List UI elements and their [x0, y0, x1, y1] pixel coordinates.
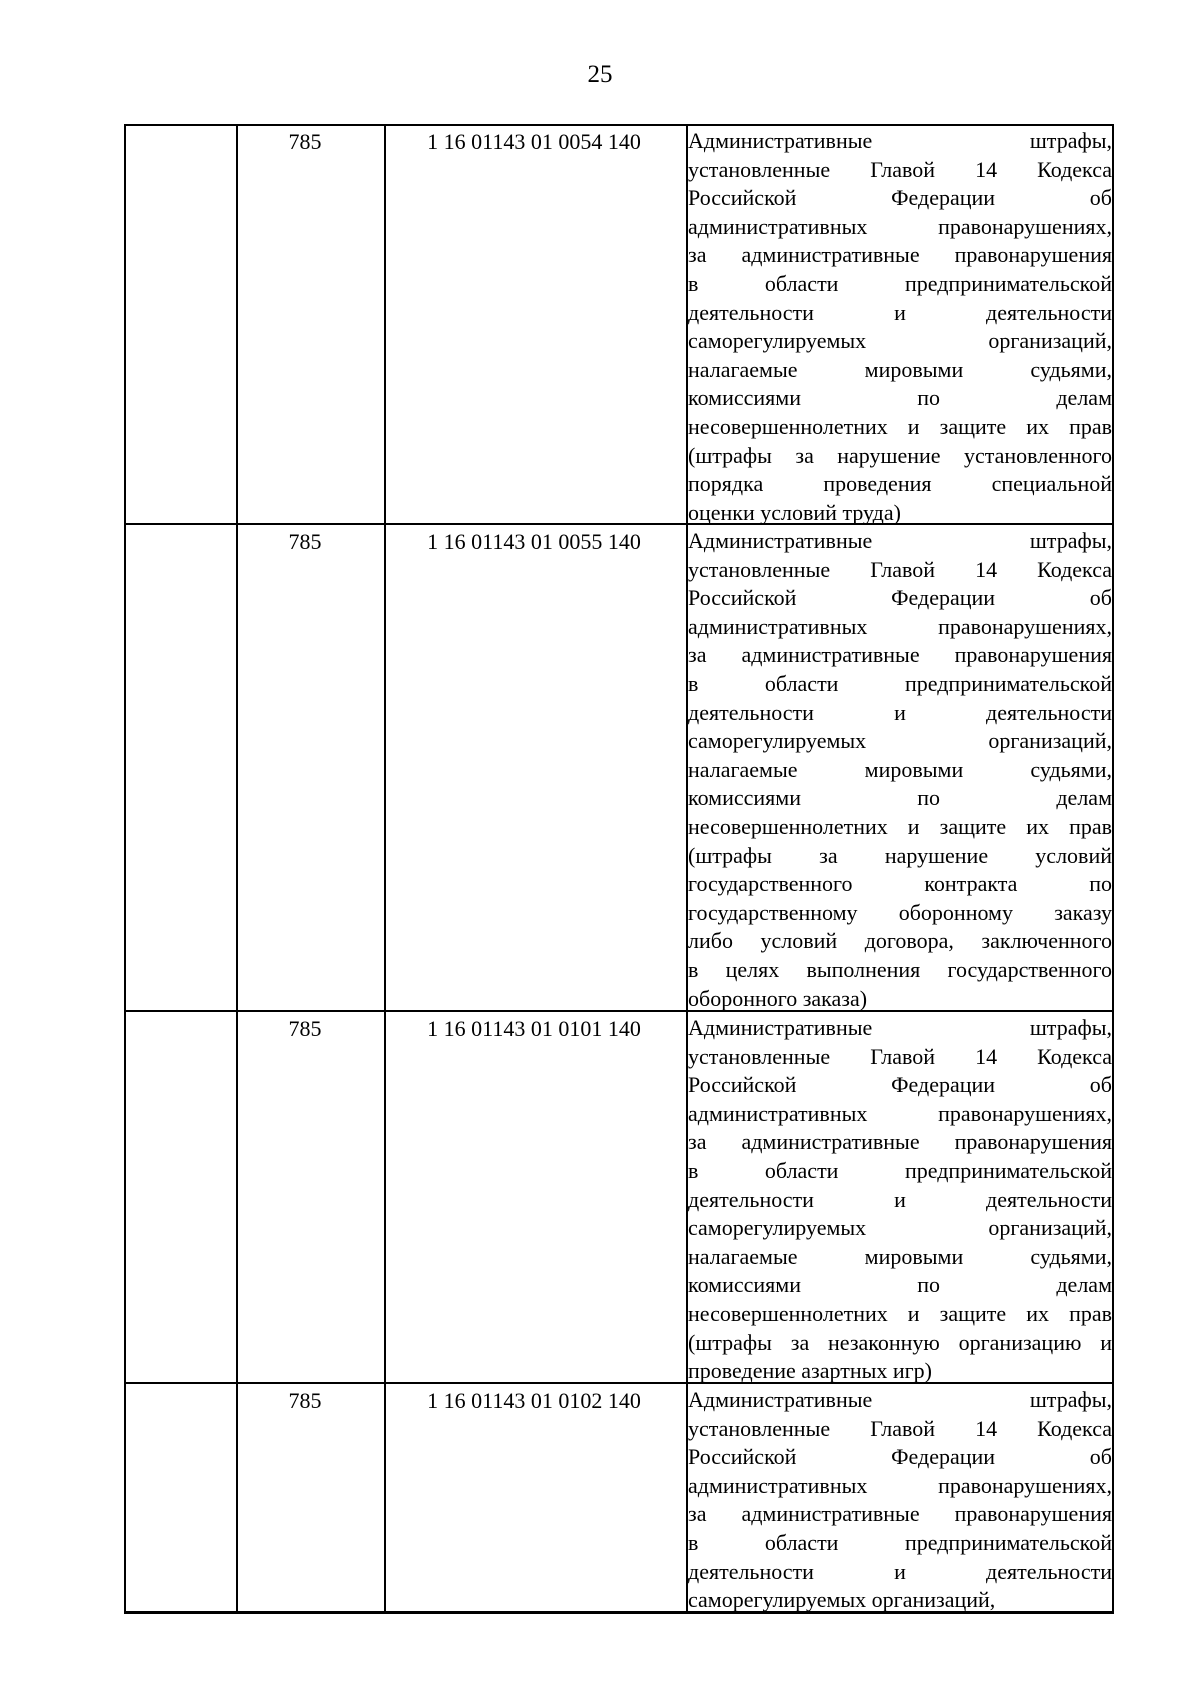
description-line: Российской Федерации об [688, 585, 1112, 611]
description-line: деятельности и деятельности [688, 699, 1112, 725]
description-line: Административные штрафы, [688, 1387, 1112, 1412]
description-line: в целях выполнения государственного [688, 956, 1112, 982]
description-line: саморегулируемых организаций, [688, 1587, 996, 1613]
description-line: налагаемые мировыми судьями, [688, 356, 1112, 382]
description-line: установленные Главой 14 Кодекса [688, 1415, 1112, 1441]
description-line: установленные Главой 14 Кодекса [688, 1043, 1112, 1069]
description-line: Российской Федерации об [688, 1444, 1112, 1470]
description-line: Административные штрафы, [688, 528, 1112, 553]
budget-codes-table [124, 124, 1114, 1614]
table-cell-code: 785 [288, 529, 322, 554]
description-line: за административные правонарушения [688, 242, 1112, 268]
table-cell-kbk: 1 16 01143 01 0101 140 [427, 1016, 641, 1041]
description-line: порядка проведения специальной [688, 471, 1112, 497]
description-line: саморегулируемых организаций, [688, 1215, 1112, 1241]
table-cell-code: 785 [288, 1016, 322, 1041]
description-line: Российской Федерации об [688, 185, 1112, 211]
table-cell-kbk: 1 16 01143 01 0102 140 [427, 1388, 641, 1413]
description-line: комиссиями по делам [688, 785, 1112, 811]
description-line: в области предпринимательской [688, 1529, 1112, 1555]
description-line: административных правонарушениях, [688, 213, 1112, 239]
description-line: несовершеннолетних и защите их прав [688, 813, 1112, 839]
table-cell-code: 785 [288, 129, 322, 154]
description-line: за административные правонарушения [688, 1501, 1112, 1527]
description-line: (штрафы за незаконную организацию и [688, 1329, 1112, 1355]
description-line: (штрафы за нарушение установленного [688, 442, 1112, 468]
description-line: саморегулируемых организаций, [688, 328, 1112, 354]
description-line: деятельности и деятельности [688, 1186, 1112, 1212]
description-line: государственному оборонному заказу [688, 899, 1112, 925]
table-cell-description [688, 1386, 1112, 1615]
table-cell-code: 785 [288, 1388, 322, 1413]
description-line: (штрафы за нарушение условий [688, 842, 1112, 868]
description-line: установленные Главой 14 Кодекса [688, 156, 1112, 182]
description-line: в области предпринимательской [688, 270, 1112, 296]
description-line: Российской Федерации об [688, 1072, 1112, 1098]
table-cell-description [688, 527, 1112, 1013]
page-number: 25 [587, 61, 613, 88]
description-line: комиссиями по делам [688, 385, 1112, 411]
description-line: оборонного заказа) [688, 985, 868, 1011]
description-line: несовершеннолетних и защите их прав [688, 1300, 1112, 1326]
description-line: либо условий договора, заключенного [688, 928, 1112, 954]
description-line: несовершеннолетних и защите их прав [688, 413, 1112, 439]
description-line: налагаемые мировыми судьями, [688, 1243, 1112, 1269]
description-line: оценки условий труда) [688, 499, 901, 525]
table-cell-description [688, 1014, 1112, 1386]
description-line: государственного контракта по [688, 871, 1112, 897]
table-border-right [1112, 124, 1114, 1614]
table-border-top [124, 124, 1114, 126]
table-cell-description [688, 127, 1112, 527]
description-line: деятельности и деятельности [688, 299, 1112, 325]
description-line: в области предпринимательской [688, 1157, 1112, 1183]
description-line: проведение азартных игр) [688, 1358, 932, 1384]
description-line: административных правонарушениях, [688, 1472, 1112, 1498]
description-line: административных правонарушениях, [688, 1100, 1112, 1126]
description-line: за административные правонарушения [688, 642, 1112, 668]
description-line: налагаемые мировыми судьями, [688, 756, 1112, 782]
description-line: Административные штрафы, [688, 1015, 1112, 1040]
table-cell-kbk: 1 16 01143 01 0055 140 [427, 529, 641, 554]
description-line: установленные Главой 14 Кодекса [688, 556, 1112, 582]
description-line: в области предпринимательской [688, 670, 1112, 696]
description-line: комиссиями по делам [688, 1272, 1112, 1298]
table-cell-kbk: 1 16 01143 01 0054 140 [427, 129, 641, 154]
description-line: деятельности и деятельности [688, 1558, 1112, 1584]
description-line: саморегулируемых организаций, [688, 728, 1112, 754]
description-line: административных правонарушениях, [688, 613, 1112, 639]
table-border-left [124, 124, 126, 1614]
description-line: Административные штрафы, [688, 128, 1112, 153]
description-line: за административные правонарушения [688, 1129, 1112, 1155]
